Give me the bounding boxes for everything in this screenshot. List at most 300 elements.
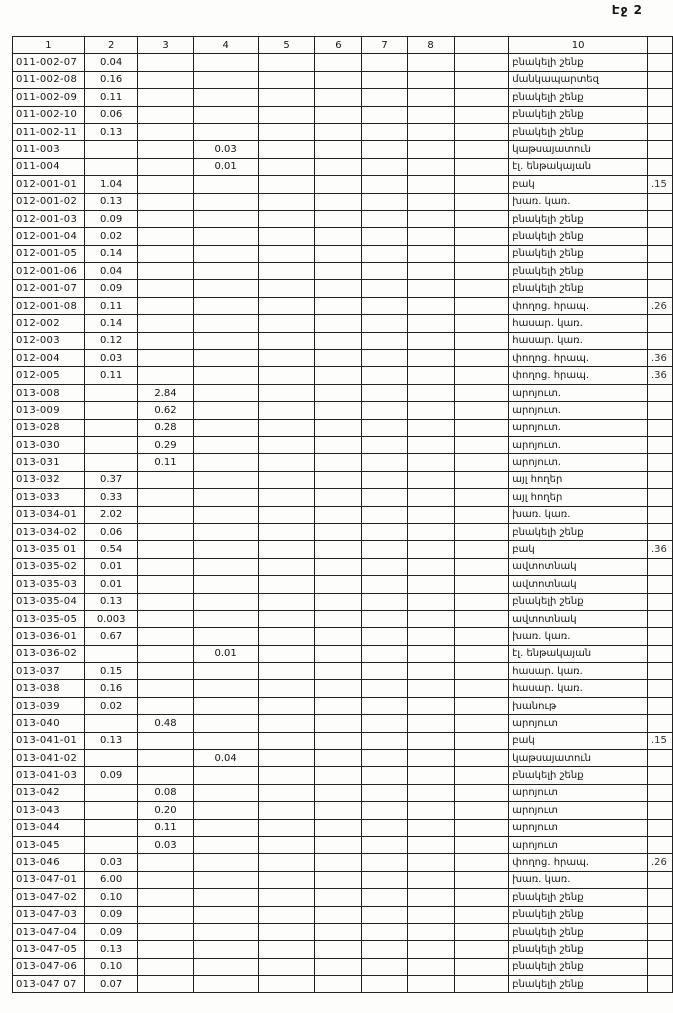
area-col-2: 0.16 [84,680,137,697]
parcel-code: 013-040 [13,715,85,732]
area-col-4 [193,471,258,488]
area-col-2: 0.11 [84,297,137,314]
area-col-4 [193,506,258,523]
land-use-label: արոյուտ. [509,402,648,419]
table-row [13,976,673,993]
margin-note [647,802,672,819]
land-use-label: բնակելի շենք [509,123,648,140]
area-col-2: 0.14 [84,315,137,332]
empty-cell [315,245,362,262]
empty-cell [315,454,362,471]
margin-note [647,697,672,714]
area-col-4 [193,367,258,384]
empty-cell [407,245,454,262]
cadastral-table [12,36,673,993]
land-use-label: փողոց. հրապ. [509,350,648,367]
area-col-2 [84,802,137,819]
empty-cell [362,750,407,767]
area-col-4 [193,210,258,227]
land-use-label: խառ. կառ. [509,871,648,888]
empty-cell [315,158,362,175]
margin-note [647,263,672,280]
empty-cell [362,610,407,627]
empty-cell [258,384,315,401]
empty-cell [315,280,362,297]
table-row [13,854,673,871]
area-col-4 [193,454,258,471]
empty-cell [315,610,362,627]
empty-cell [407,158,454,175]
empty-cell [258,941,315,958]
parcel-code: 012-001-03 [13,210,85,227]
margin-note [647,958,672,975]
land-use-label: խառ. կառ. [509,193,648,210]
margin-note: .36 [647,367,672,384]
table-row [13,715,673,732]
area-col-2: 2.02 [84,506,137,523]
area-col-2: 0.04 [84,54,137,71]
area-col-2 [84,454,137,471]
parcel-code: 013-047-05 [13,941,85,958]
area-col-2: 0.09 [84,906,137,923]
empty-cell [362,663,407,680]
empty-cell [362,297,407,314]
land-use-label: բնակելի շենք [509,941,648,958]
parcel-code: 013-038 [13,680,85,697]
area-col-4 [193,871,258,888]
empty-cell [454,210,509,227]
empty-cell [454,941,509,958]
empty-cell [315,489,362,506]
empty-cell [362,123,407,140]
table-row [13,836,673,853]
empty-cell [315,523,362,540]
table-row [13,923,673,940]
empty-cell [258,245,315,262]
empty-cell [362,280,407,297]
area-col-3: 0.03 [138,836,193,853]
empty-cell [454,906,509,923]
empty-cell [454,923,509,940]
area-col-4 [193,89,258,106]
empty-cell [362,454,407,471]
empty-cell [407,523,454,540]
land-use-label: էլ. ենթակայան [509,158,648,175]
empty-cell [407,54,454,71]
parcel-code: 013-043 [13,802,85,819]
empty-cell [454,71,509,88]
empty-cell [407,732,454,749]
empty-cell [315,871,362,888]
table-row [13,732,673,749]
area-col-2 [84,750,137,767]
empty-cell [362,593,407,610]
area-col-2: 0.10 [84,889,137,906]
land-use-label: բնակելի շենք [509,263,648,280]
parcel-code: 013-033 [13,489,85,506]
empty-cell [258,471,315,488]
table-row [13,541,673,558]
area-col-3 [138,663,193,680]
empty-cell [258,176,315,193]
empty-cell [362,558,407,575]
empty-cell [362,350,407,367]
area-col-2: 0.03 [84,854,137,871]
empty-cell [315,784,362,801]
empty-cell [362,332,407,349]
margin-note [647,784,672,801]
margin-note [647,315,672,332]
empty-cell [258,228,315,245]
margin-note [647,89,672,106]
empty-cell [362,506,407,523]
area-col-3: 0.11 [138,819,193,836]
empty-cell [258,54,315,71]
empty-cell [315,923,362,940]
area-col-2: 0.03 [84,350,137,367]
empty-cell [407,767,454,784]
area-col-3 [138,976,193,993]
area-col-3 [138,506,193,523]
empty-cell [315,419,362,436]
land-use-label: փողոց. հրապ. [509,367,648,384]
area-col-4 [193,123,258,140]
column-header: 4 [193,37,258,54]
area-col-3 [138,871,193,888]
margin-note [647,384,672,401]
margin-note: .36 [647,541,672,558]
empty-cell [407,819,454,836]
table-row [13,367,673,384]
area-col-3 [138,280,193,297]
area-col-4 [193,332,258,349]
empty-cell [454,106,509,123]
table-row [13,106,673,123]
margin-note [647,871,672,888]
page-number-label: Էջ 2 [611,3,643,17]
area-col-4 [193,889,258,906]
empty-cell [258,750,315,767]
land-use-label: բնակելի շենք [509,923,648,940]
land-use-label: այլ հողեր [509,489,648,506]
margin-note [647,106,672,123]
table-row [13,141,673,158]
area-col-2 [84,384,137,401]
empty-cell [407,123,454,140]
empty-cell [315,541,362,558]
empty-cell [258,541,315,558]
area-col-4 [193,732,258,749]
empty-cell [258,419,315,436]
land-use-label: ավտոտնակ [509,558,648,575]
area-col-2 [84,436,137,453]
empty-cell [454,123,509,140]
table-row [13,402,673,419]
empty-cell [454,976,509,993]
empty-cell [407,506,454,523]
empty-cell [362,210,407,227]
empty-cell [258,697,315,714]
area-col-3 [138,558,193,575]
area-col-3 [138,593,193,610]
table-row [13,523,673,540]
margin-note [647,489,672,506]
parcel-code: 011-002-10 [13,106,85,123]
area-col-3 [138,123,193,140]
table-row [13,489,673,506]
empty-cell [454,89,509,106]
table-row [13,697,673,714]
empty-cell [454,593,509,610]
parcel-code: 013-042 [13,784,85,801]
empty-cell [454,297,509,314]
margin-note [647,210,672,227]
empty-cell [362,106,407,123]
margin-note [647,610,672,627]
empty-cell [454,419,509,436]
empty-cell [454,54,509,71]
empty-cell [258,976,315,993]
area-col-2: 0.13 [84,941,137,958]
margin-note [647,628,672,645]
empty-cell [454,854,509,871]
empty-cell [454,141,509,158]
land-use-label: հասար. կառ. [509,680,648,697]
land-use-label: բնակելի շենք [509,767,648,784]
empty-cell [454,158,509,175]
area-col-3 [138,263,193,280]
empty-cell [258,628,315,645]
empty-cell [258,645,315,662]
empty-cell [407,141,454,158]
area-col-2: 1.04 [84,176,137,193]
empty-cell [315,697,362,714]
empty-cell [362,767,407,784]
area-col-2: 6.00 [84,871,137,888]
empty-cell [407,958,454,975]
empty-cell [454,367,509,384]
land-use-label: կաթսայատուն [509,141,648,158]
area-col-4 [193,767,258,784]
empty-cell [362,923,407,940]
table-row [13,663,673,680]
empty-cell [315,732,362,749]
margin-note [647,645,672,662]
margin-note: .26 [647,297,672,314]
table-row [13,350,673,367]
margin-note [647,576,672,593]
area-col-3 [138,350,193,367]
parcel-code: 011-003 [13,141,85,158]
empty-cell [362,941,407,958]
area-col-3: 0.62 [138,402,193,419]
empty-cell [315,89,362,106]
parcel-code: 013-041-01 [13,732,85,749]
empty-cell [258,732,315,749]
empty-cell [258,593,315,610]
empty-cell [454,176,509,193]
empty-cell [362,628,407,645]
empty-cell [258,506,315,523]
area-col-4 [193,523,258,540]
area-col-3 [138,89,193,106]
empty-cell [407,610,454,627]
margin-note [647,767,672,784]
empty-cell [258,871,315,888]
empty-cell [407,350,454,367]
area-col-4 [193,228,258,245]
empty-cell [315,593,362,610]
empty-cell [258,158,315,175]
empty-cell [258,106,315,123]
empty-cell [362,836,407,853]
parcel-code: 011-002-08 [13,71,85,88]
empty-cell [362,89,407,106]
land-use-label: բնակելի շենք [509,210,648,227]
land-use-label: բնակելի շենք [509,958,648,975]
empty-cell [407,176,454,193]
empty-cell [258,315,315,332]
empty-cell [315,350,362,367]
empty-cell [315,123,362,140]
table-row [13,471,673,488]
parcel-code: 013-032 [13,471,85,488]
area-col-3 [138,628,193,645]
empty-cell [362,176,407,193]
empty-cell [258,906,315,923]
area-col-2: 0.09 [84,923,137,940]
margin-note [647,280,672,297]
table-row [13,384,673,401]
empty-cell [454,680,509,697]
empty-cell [454,280,509,297]
area-col-3 [138,523,193,540]
table-row [13,750,673,767]
area-col-2 [84,784,137,801]
table-row [13,280,673,297]
empty-cell [407,802,454,819]
land-use-label: էլ. ենթակայան [509,645,648,662]
parcel-code: 013-034-01 [13,506,85,523]
area-col-3 [138,471,193,488]
empty-cell [454,384,509,401]
table-row [13,784,673,801]
margin-note [647,123,672,140]
table-row [13,506,673,523]
parcel-code: 013-047-02 [13,889,85,906]
margin-note [647,819,672,836]
parcel-code: 013-035 01 [13,541,85,558]
empty-cell [258,680,315,697]
empty-cell [258,436,315,453]
parcel-code: 013-034-02 [13,523,85,540]
empty-cell [315,854,362,871]
area-col-3 [138,158,193,175]
empty-cell [315,663,362,680]
empty-cell [454,436,509,453]
margin-note [647,71,672,88]
empty-cell [454,558,509,575]
empty-cell [407,923,454,940]
area-col-2 [84,645,137,662]
empty-cell [315,976,362,993]
empty-cell [362,645,407,662]
empty-cell [315,628,362,645]
area-col-3 [138,958,193,975]
parcel-code: 012-001-07 [13,280,85,297]
land-use-label: բնակելի շենք [509,523,648,540]
empty-cell [407,193,454,210]
area-col-4 [193,697,258,714]
empty-cell [362,697,407,714]
parcel-code: 013-047-01 [13,871,85,888]
margin-note [647,158,672,175]
area-col-3 [138,906,193,923]
table-row [13,645,673,662]
column-header: 7 [362,37,407,54]
area-col-4 [193,315,258,332]
empty-cell [407,71,454,88]
empty-cell [315,906,362,923]
column-header: 2 [84,37,137,54]
area-col-2: 0.13 [84,732,137,749]
empty-cell [258,141,315,158]
empty-cell [258,923,315,940]
empty-cell [362,228,407,245]
empty-cell [258,663,315,680]
empty-cell [407,228,454,245]
area-col-4: 0.04 [193,750,258,767]
area-col-3 [138,610,193,627]
table-row [13,228,673,245]
area-col-4 [193,836,258,853]
empty-cell [315,402,362,419]
parcel-code: 013-047 07 [13,976,85,993]
empty-cell [407,210,454,227]
area-col-2: 0.02 [84,228,137,245]
margin-note [647,54,672,71]
empty-cell [362,906,407,923]
parcel-code: 013-036-01 [13,628,85,645]
area-col-3 [138,645,193,662]
empty-cell [362,819,407,836]
parcel-code: 013-035-05 [13,610,85,627]
area-col-2 [84,836,137,853]
area-col-3 [138,697,193,714]
parcel-code: 013-035-02 [13,558,85,575]
area-col-2: 0.04 [84,263,137,280]
table-row [13,245,673,262]
empty-cell [407,315,454,332]
empty-cell [407,454,454,471]
empty-cell [454,750,509,767]
area-col-3 [138,767,193,784]
empty-cell [454,193,509,210]
empty-cell [362,419,407,436]
empty-cell [315,715,362,732]
parcel-code: 011-004 [13,158,85,175]
empty-cell [315,680,362,697]
empty-cell [454,697,509,714]
empty-cell [362,802,407,819]
land-use-label: հասար. կառ. [509,332,648,349]
area-col-2 [84,715,137,732]
area-col-2 [84,819,137,836]
parcel-code: 013-035-03 [13,576,85,593]
margin-note [647,523,672,540]
empty-cell [407,297,454,314]
land-use-label: այլ հողեր [509,471,648,488]
